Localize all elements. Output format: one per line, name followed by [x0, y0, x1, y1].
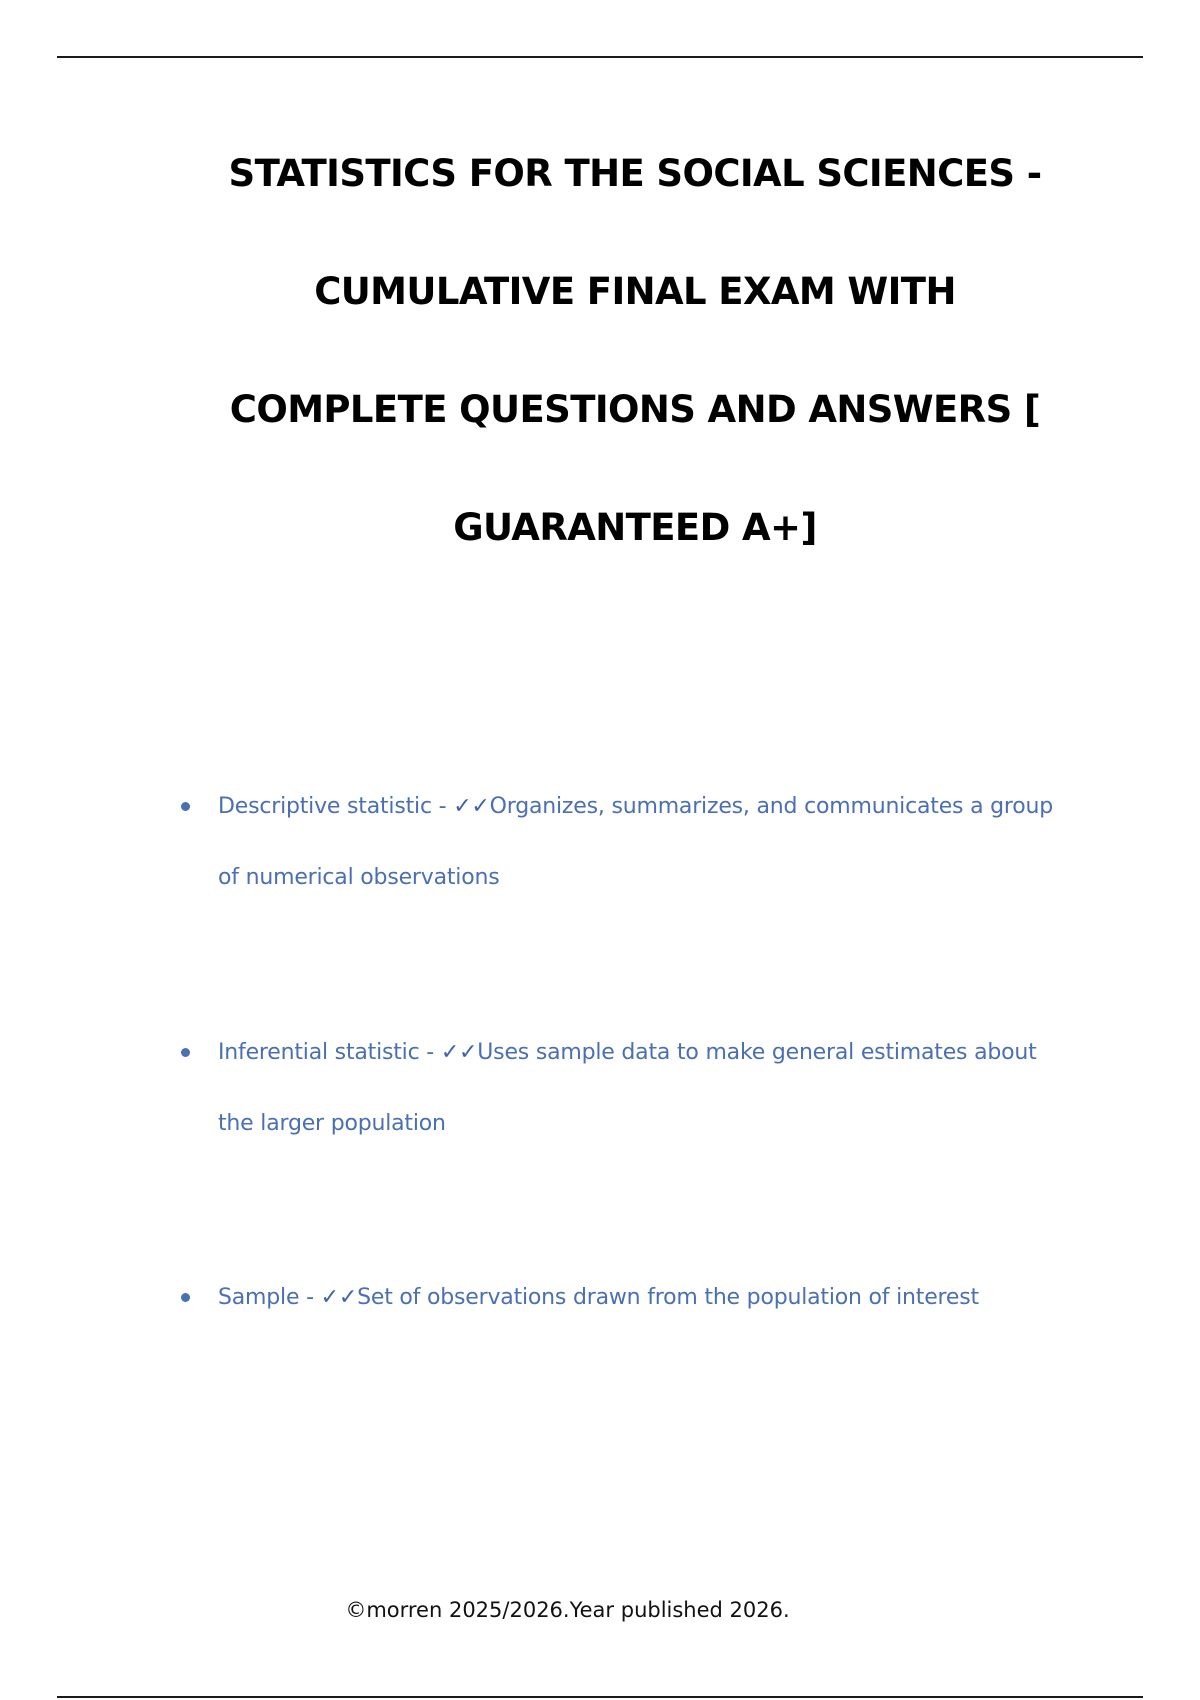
bottom-rule	[57, 1696, 1143, 1698]
term-separator: -	[299, 1285, 321, 1310]
term-entry	[218, 771, 1061, 913]
term-name: Sample	[218, 1285, 300, 1310]
bullet-icon	[181, 802, 190, 811]
term-separator: -	[419, 1040, 441, 1065]
term-item-sample	[181, 1262, 1061, 1333]
copyright-footer: ©morren 2025/2026.Year published 2026.	[345, 1598, 790, 1622]
term-entry	[218, 1017, 1061, 1159]
term-entry	[218, 1262, 1061, 1333]
document-title	[160, 128, 1110, 600]
term-item-descriptive-statistic	[181, 771, 1061, 913]
bullet-icon	[181, 1048, 190, 1057]
term-definition: Set of observations drawn from the population of interest	[357, 1285, 979, 1310]
bullet-icon	[181, 1293, 190, 1302]
term-name: Inferential statistic	[218, 1040, 420, 1065]
title-line: COMPLETE QUESTIONS AND ANSWERS [	[229, 388, 1041, 431]
term-item-inferential-statistic	[181, 1017, 1061, 1159]
term-definition: Organizes, summarizes, and communicates a group of numerical observations	[218, 794, 1054, 890]
term-separator: -	[431, 794, 454, 819]
double-check-icon: ✓✓	[320, 1285, 358, 1310]
title-line: STATISTICS FOR THE SOCIAL SCIENCES -	[228, 152, 1042, 195]
title-line: CUMULATIVE FINAL EXAM WITH	[314, 270, 956, 313]
double-check-icon: ✓✓	[440, 1040, 478, 1065]
top-rule	[57, 56, 1143, 58]
title-line: GUARANTEED A+]	[453, 506, 817, 549]
term-definition: Uses sample data to make general estimates about the larger population	[218, 1040, 1037, 1136]
term-name: Descriptive statistic	[218, 794, 432, 819]
double-check-icon: ✓✓	[453, 794, 490, 819]
